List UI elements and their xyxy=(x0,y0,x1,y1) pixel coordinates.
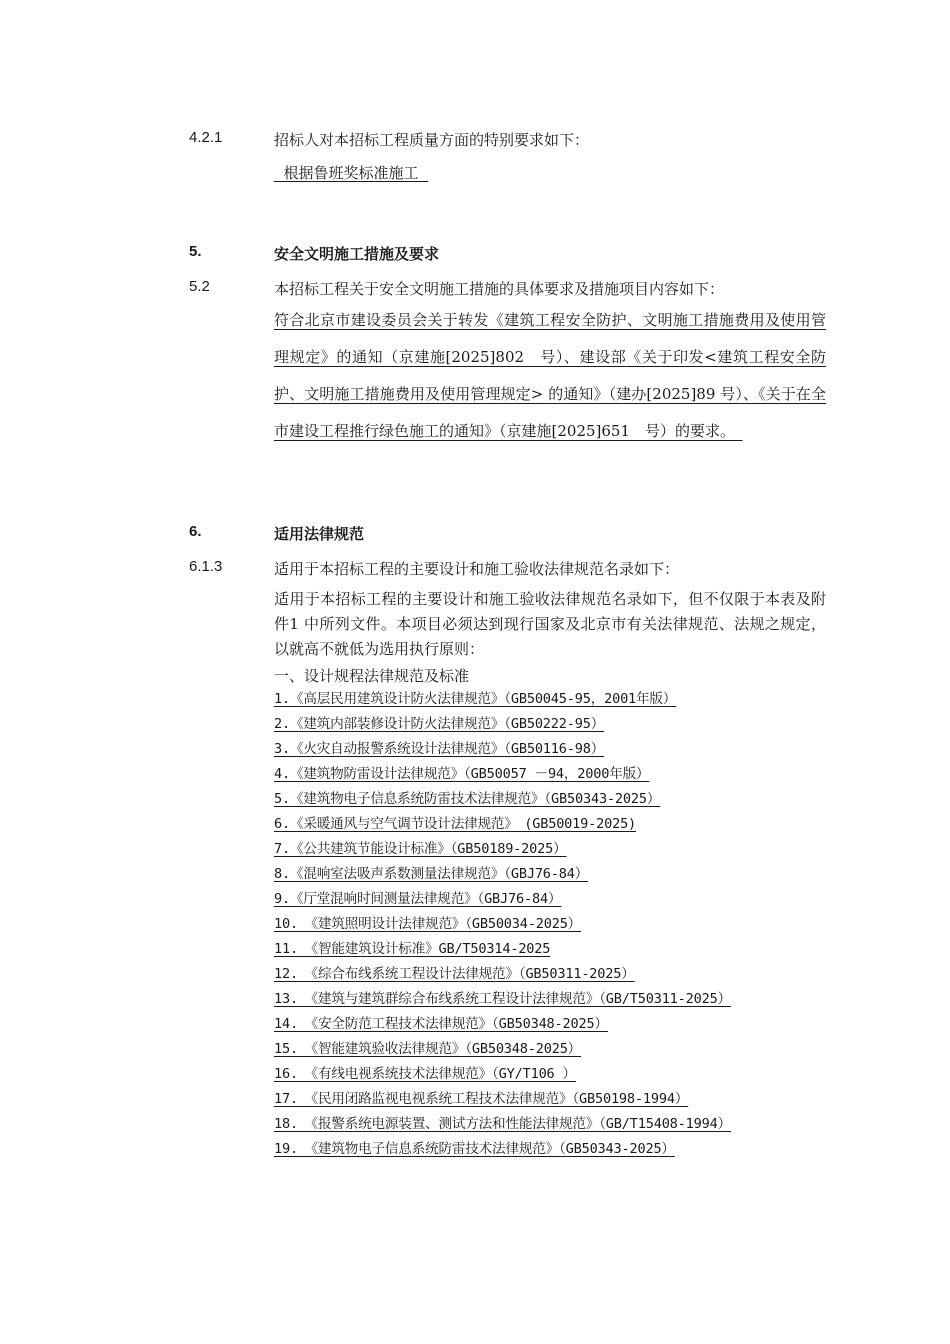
section-title-5-2: 本招标工程关于安全文明施工措施的具体要求及措施项目内容如下： xyxy=(274,280,725,298)
list-item: 3.《火灾自动报警系统设计法律规范》（GB50116-98） xyxy=(274,741,605,757)
list-item: 12. 《综合布线系统工程设计法律规范》（GB50311-2025） xyxy=(274,966,635,982)
list-item: 18. 《报警系统电源装置、测试方法和性能法律规范》（GB/T15408-1994） xyxy=(274,1116,731,1132)
list-item: 4.《建筑物防雷设计法律规范》（GB50057 －94，2000年版） xyxy=(274,766,650,782)
list-item: 10. 《建筑照明设计法律规范》（GB50034-2025） xyxy=(274,916,582,932)
list-item: 16. 《有线电视系统技术法律规范》（GY/T106 ） xyxy=(274,1066,576,1082)
list-item: 14. 《安全防范工程技术法律规范》（GB50348-2025） xyxy=(274,1016,608,1032)
list-item: 6.《采暖通风与空气调节设计法律规范》 (GB50019-2025) xyxy=(274,816,637,832)
design-standards-subheading: 一、设计规程法律规范及标准 xyxy=(274,667,470,685)
list-item: 19. 《建筑物电子信息系统防雷技术法律规范》（GB50343-2025） xyxy=(274,1141,675,1157)
list-item: 13. 《建筑与建筑群综合布线系统工程设计法律规范》（GB/T50311-2025） xyxy=(274,991,731,1007)
list-item: 1.《高层民用建筑设计防火法律规范》（GB50045-95，2001年版） xyxy=(274,691,677,707)
section-number-5: 5. xyxy=(189,243,202,260)
list-item: 15. 《智能建筑验收法律规范》（GB50348-2025） xyxy=(274,1041,582,1057)
section-number-5-2: 5.2 xyxy=(189,278,210,295)
list-item: 8.《混响室法吸声系数测量法律规范》（GBJ76-84） xyxy=(274,866,589,882)
section-title-6-1-3: 适用于本招标工程的主要设计和施工验收法律规范名录如下： xyxy=(274,560,680,578)
section-number-4-2-1: 4.2.1 xyxy=(189,129,223,146)
list-item: 2.《建筑内部装修设计防火法律规范》（GB50222-95） xyxy=(274,716,605,732)
standards-list xyxy=(274,687,826,1162)
section-number-6-1-3: 6.1.3 xyxy=(189,558,223,575)
list-item: 11. 《智能建筑设计标准》GB/T50314-2025 xyxy=(274,941,551,957)
section-title-4-2-1: 招标人对本招标工程质量方面的特别要求如下： xyxy=(274,131,590,149)
list-item: 7.《公共建筑节能设计标准》（GB50189-2025） xyxy=(274,841,567,857)
quality-requirement-value: 根据鲁班奖标准施工 xyxy=(274,164,429,182)
standards-intro-paragraph: 适用于本招标工程的主要设计和施工验收法律规范名录如下，但不仅限于本表及附件1 中所列文件。本项目必须达到现行国家及北京市有关法律规范、法规之规定，以就高不就低为选用执行原则： xyxy=(274,590,826,658)
section-heading-6: 适用法律规范 xyxy=(274,525,365,543)
safety-requirements-paragraph: 符合北京市建设委员会关于转发《建筑工程安全防护、文明施工措施费用及使用管理规定》的通知（京建施[2025]802 号）、建设部《关于印发<建筑工程安全防护、文明施工措施费用及使用管理规定> 的通知》（建办[2025]89 号）、《关于在全市建设工程推行绿色施工的通知》（京建施[2025]651 号）的要求。 xyxy=(274,311,826,440)
list-item: 17. 《民用闭路监视电视系统工程技术法律规范》（GB50198-1994） xyxy=(274,1091,689,1107)
list-item: 9.《厅堂混响时间测量法律规范》（GBJ76-84） xyxy=(274,891,562,907)
section-heading-5: 安全文明施工措施及要求 xyxy=(274,245,440,263)
section-number-6: 6. xyxy=(189,523,202,540)
list-item: 5.《建筑物电子信息系统防雷技术法律规范》（GB50343-2025） xyxy=(274,791,661,807)
